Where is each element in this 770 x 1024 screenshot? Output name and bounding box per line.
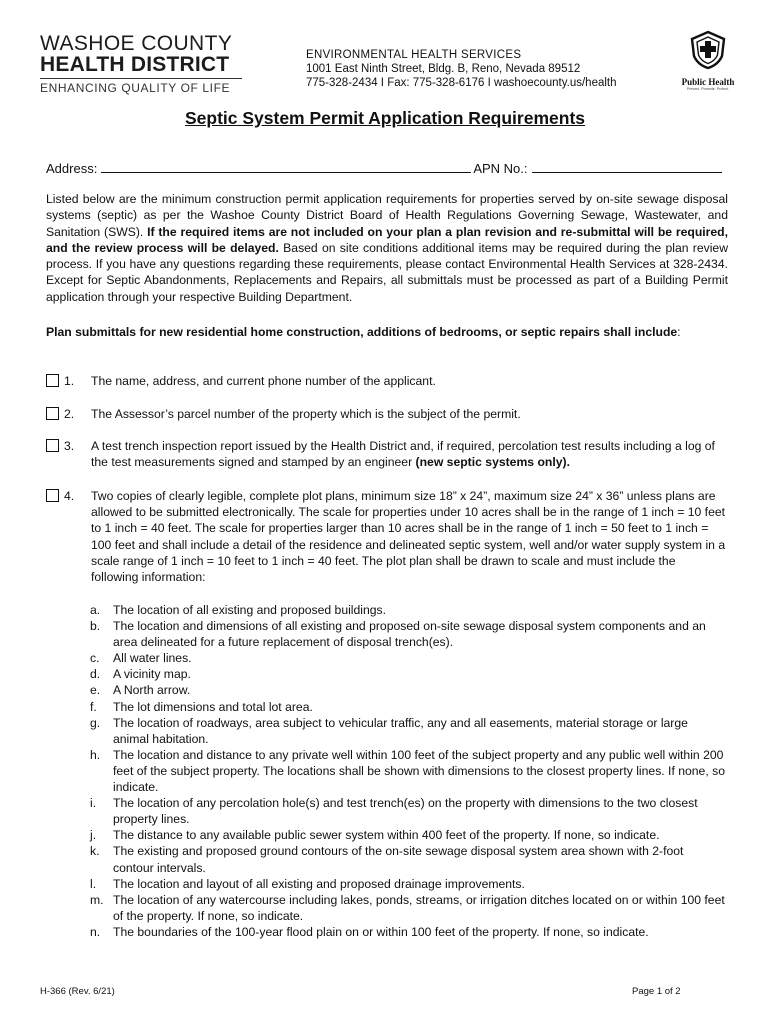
sub-item-text: The distance to any available public sewer system within 400 feet of the property. If none, so indicate. bbox=[113, 828, 660, 843]
sub-item-letter: h. bbox=[90, 747, 101, 762]
sub-item-letter: j. bbox=[90, 828, 97, 843]
sub-item-letter: b. bbox=[90, 619, 101, 634]
sub-item-letter: n. bbox=[90, 924, 101, 939]
sub-item bbox=[90, 747, 726, 795]
page-number: Page 1 of 2 bbox=[632, 986, 681, 997]
requirement-item bbox=[46, 406, 726, 422]
requirement-text bbox=[91, 488, 726, 585]
sub-item bbox=[90, 666, 726, 682]
apn-field[interactable] bbox=[532, 160, 722, 173]
sub-item bbox=[90, 892, 726, 924]
sub-item bbox=[90, 682, 726, 698]
requirement-number: 4. bbox=[64, 489, 75, 503]
sub-item-letter: f. bbox=[90, 699, 97, 714]
health-district-logo bbox=[40, 33, 242, 95]
sub-item bbox=[90, 650, 726, 666]
section-heading-colon: : bbox=[677, 325, 681, 339]
sub-item-text: The location and layout of all existing and proposed drainage improvements. bbox=[113, 876, 525, 891]
public-health-logo bbox=[676, 30, 740, 92]
sub-item-letter: i. bbox=[90, 796, 97, 811]
sub-item bbox=[90, 876, 726, 892]
sub-item-letter: m. bbox=[90, 892, 104, 907]
sub-item bbox=[90, 795, 726, 827]
address-apn-line bbox=[46, 160, 736, 176]
intro-warning: If the required items are not included on your plan a plan revision and re-submittal will be required, and the review process will be delayed. bbox=[46, 224, 728, 255]
sub-item-text: The lot dimensions and total lot area. bbox=[113, 699, 313, 714]
requirement-text bbox=[91, 373, 726, 389]
sub-item-text: The location of any percolation hole(s) and test trench(es) on the property with dimensions to the two closest property lines. bbox=[113, 796, 698, 827]
form-id: H-366 (Rev. 6/21) bbox=[40, 986, 115, 997]
requirement-text bbox=[91, 406, 726, 422]
sub-item-letter: d. bbox=[90, 667, 101, 682]
sub-item-text: A vicinity map. bbox=[113, 667, 191, 682]
requirement-item bbox=[46, 438, 726, 470]
header-contact-block bbox=[306, 48, 617, 90]
plot-plan-sublist bbox=[90, 602, 726, 940]
sub-item bbox=[90, 699, 726, 715]
sub-item-letter: g. bbox=[90, 715, 101, 730]
sub-item bbox=[90, 602, 726, 618]
department-address: 1001 East Ninth Street, Bldg. B, Reno, Nevada 89512 bbox=[306, 63, 581, 75]
requirement-text-body: A test trench inspection report issued by the Health District and, if required, percolation test results including a log of the test measurements signed and stamped by an engineer bbox=[91, 439, 715, 470]
apn-label: APN No.: bbox=[473, 161, 528, 176]
address-label: Address: bbox=[46, 161, 98, 176]
intro-paragraph bbox=[46, 191, 728, 305]
sub-item-letter: e. bbox=[90, 683, 101, 698]
requirement-text-body: The Assessor’s parcel number of the property which is the subject of the permit. bbox=[91, 407, 521, 421]
sub-item-text: The location and dimensions of all existing and proposed on-site sewage disposal system components and an area delineated for a future replacement of disposal trench(es). bbox=[113, 619, 706, 650]
public-health-tagline: Prevent. Promote. Protect. bbox=[686, 87, 730, 91]
sub-item-text: All water lines. bbox=[113, 651, 192, 666]
shield-cross-icon bbox=[688, 30, 728, 70]
requirement-text-body: The name, address, and current phone number of the applicant. bbox=[91, 374, 436, 388]
requirement-number: 1. bbox=[64, 374, 75, 388]
page-title: Septic System Permit Application Requirements bbox=[184, 108, 585, 128]
sub-item-letter: k. bbox=[90, 844, 100, 859]
department-contact: 775-328-2434 I Fax: 775-328-6176 I washoecounty.us/health bbox=[306, 77, 617, 89]
intro-text-2: Based on site conditions additional items may be required during the plan review process. If you have any questions regarding these requirements, please contact Environmental Health Services at 328-2434. Except for Septic Abandonments, Replacements and Repairs, all submittals must be processed as part of a Building Permit application through your respective Building Department. bbox=[46, 240, 729, 304]
requirement-item bbox=[46, 488, 726, 585]
requirement-text-body: Two copies of clearly legible, complete plot plans, minimum size 18” x 24”, maximum size 24” x 36” unless plans are allowed to be submitted electronically. The scale for properties under 10 acres shall be in the range of 1 inch = 10 feet to 1 inch = 40 feet. The scale for properties larger than 10 acres shall be in the range of 1 inch = 50 feet to 1 inch = 100 feet and shall include a detail of the residence and delineated septic system, well and/or water supply system in a scale range of 1 inch = 10 feet to 1 inch = 40 feet. The plot plan shall be drawn to scale and must include the following information: bbox=[91, 489, 726, 585]
sub-item-text: The location and distance to any private well within 100 feet of the subject property and any public well within 200 feet of the subject property. The locations shall be shown with dimensions to the closest property lines. If none, so indicate. bbox=[113, 747, 725, 795]
sub-item bbox=[90, 843, 726, 875]
sub-item-letter: l. bbox=[90, 876, 97, 891]
logo-line-district: HEALTH DISTRICT bbox=[40, 53, 230, 76]
sub-item-text: A North arrow. bbox=[113, 683, 191, 698]
requirement-text bbox=[91, 438, 726, 470]
sub-item-letter: a. bbox=[90, 603, 101, 617]
logo-tagline: ENHANCING QUALITY OF LIFE bbox=[40, 78, 242, 95]
section-heading-text: Plan submittals for new residential home construction, additions of bedrooms, or septic repairs shall include bbox=[46, 325, 678, 339]
intro-text-1: Listed below are the minimum construction permit application requirements for properties served by on-site sewage disposal systems (septic) as per the Washoe County District Board of Health Regulations Governing Sewage, Wastewater, and Sanitation (SWS). bbox=[46, 192, 728, 239]
public-health-label: Public Health bbox=[681, 77, 735, 87]
requirement-number: 3. bbox=[64, 439, 75, 453]
requirement-checkbox[interactable] bbox=[46, 489, 59, 502]
sub-item bbox=[90, 618, 726, 650]
requirement-checkbox[interactable] bbox=[46, 374, 59, 387]
requirement-checkbox[interactable] bbox=[46, 439, 59, 452]
sub-item bbox=[90, 827, 726, 843]
sub-item bbox=[90, 715, 726, 747]
sub-item-text: The existing and proposed ground contours of the on-site sewage disposal system area shown with 2-foot contour intervals. bbox=[113, 844, 684, 875]
sub-item bbox=[90, 924, 726, 940]
requirement-checkbox[interactable] bbox=[46, 407, 59, 420]
requirement-item bbox=[46, 373, 726, 389]
sub-item-text: The location of any watercourse including lakes, ponds, streams, or irrigation ditches located on or within 100 feet of the property. If none, so indicate. bbox=[113, 892, 725, 923]
section-heading bbox=[46, 324, 728, 340]
logo-line-county: WASHOE COUNTY bbox=[40, 32, 233, 55]
sub-item-text: The location of roadways, area subject to vehicular traffic, any and all easements, material storage or large animal habitation. bbox=[113, 715, 688, 746]
address-field[interactable] bbox=[101, 160, 471, 173]
sub-item-text: The location of all existing and proposed buildings. bbox=[113, 603, 387, 617]
sub-item-letter: c. bbox=[90, 651, 100, 666]
requirement-number: 2. bbox=[64, 407, 75, 421]
sub-item-text: The boundaries of the 100-year flood plain on or within 100 feet of the property. If none, so indicate. bbox=[113, 924, 649, 939]
department-name: ENVIRONMENTAL HEALTH SERVICES bbox=[306, 49, 522, 61]
requirement-text-bold: (new septic systems only). bbox=[415, 455, 570, 470]
